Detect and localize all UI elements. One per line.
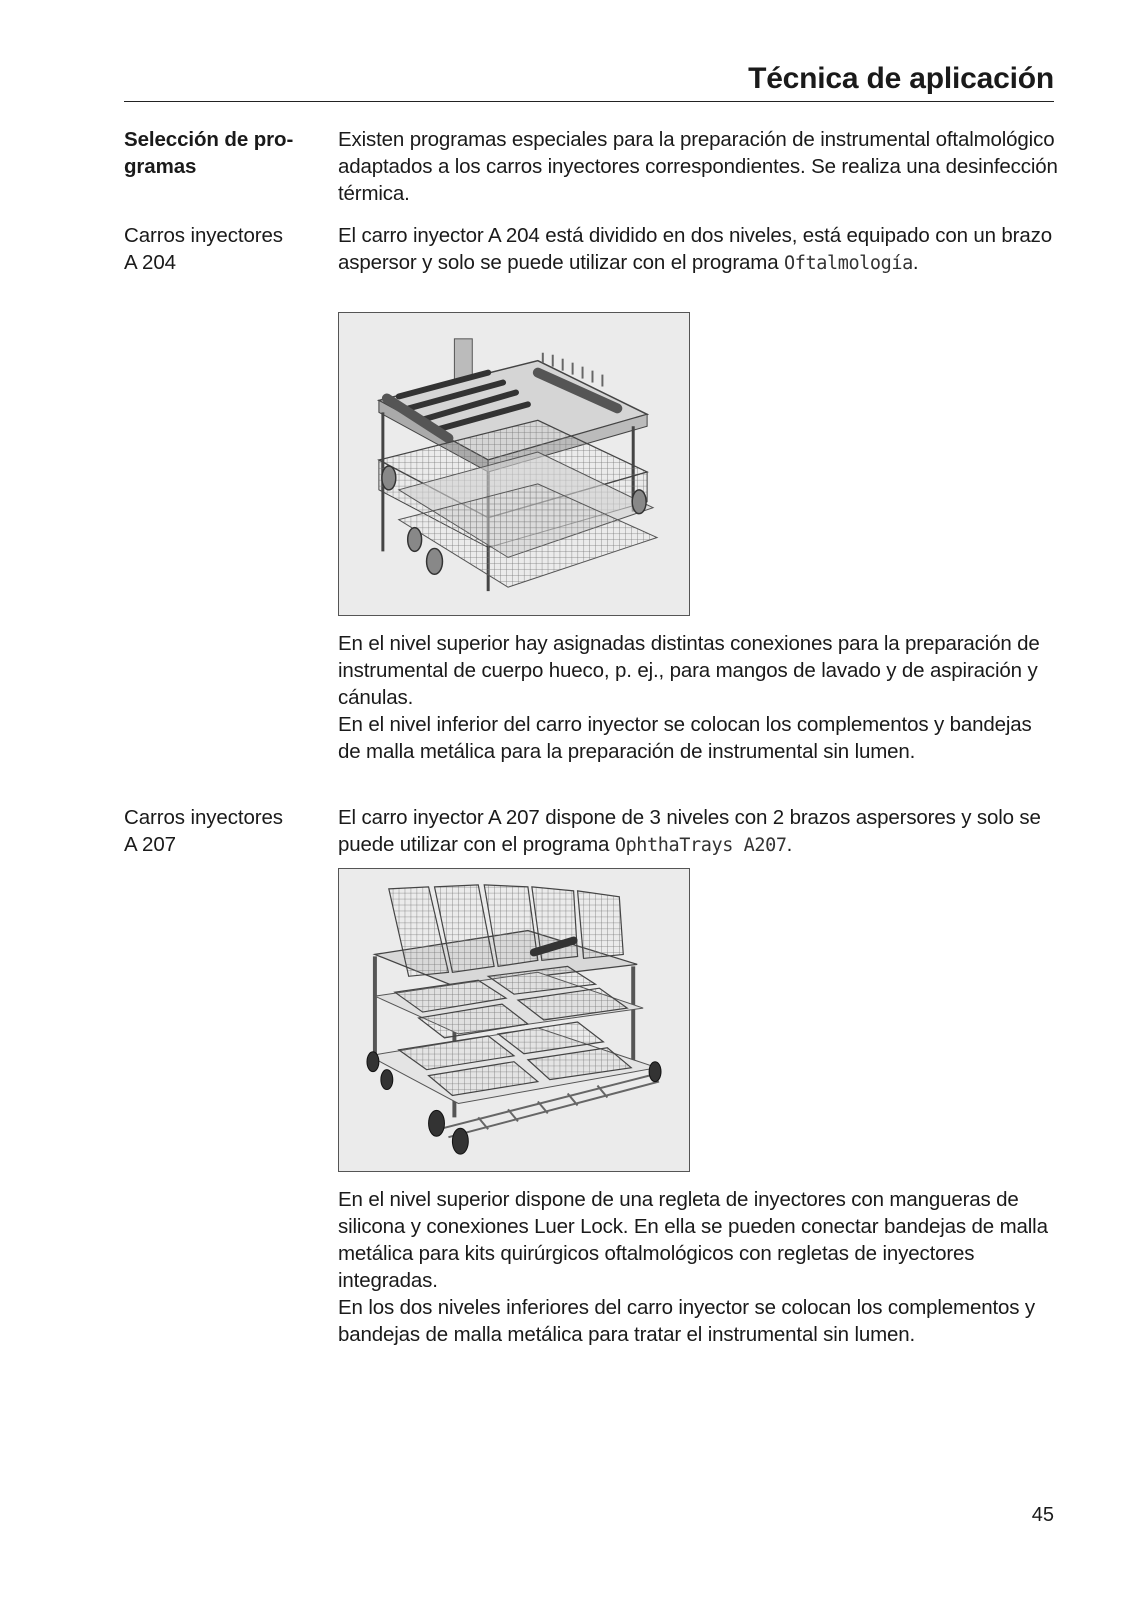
paragraph (338, 804, 1058, 859)
section-label-line: Carros inyectores (124, 806, 283, 829)
paragraph: En el nivel superior hay asignadas distintas conexiones para la preparación de instrumental de cuerpo hueco, p. ej., para mangos de lavado y de aspiración y cánulas. (338, 632, 1040, 709)
section-details-a204 (338, 630, 1058, 765)
paragraph (338, 222, 1058, 277)
paragraph: En el nivel inferior del carro inyector se colocan los complementos y bandejas de malla metálica para la preparación de instrumental sin lumen. (338, 713, 1032, 763)
page-number: 45 (1031, 1504, 1054, 1526)
cart-a204-illustration (339, 313, 689, 615)
page-header-title: Técnica de aplicación (748, 62, 1054, 95)
section-label-line: gramas (124, 155, 197, 178)
program-name: OphthaTrays A207 (614, 835, 787, 856)
paragraph: Existen programas especiales para la preparación de instrumental oftalmológico adaptados a los carros inyectores correspondientes. Se realiza una desinfección térmica. (338, 128, 1058, 205)
intro-punct: . (912, 251, 919, 274)
intro-punct: . (786, 833, 793, 856)
section-label-a204 (124, 222, 324, 276)
section-label-line: Selección de pro- (124, 128, 294, 151)
section-intro-a207 (338, 804, 1058, 859)
paragraph: En los dos niveles inferiores del carro inyector se colocan los complementos y bandejas de malla metálica para tratar el instrumental sin lumen. (338, 1296, 1036, 1346)
cart-a207-illustration (339, 869, 689, 1171)
section-label-a207 (124, 804, 324, 858)
program-name: Oftalmología (784, 253, 913, 274)
paragraph: En el nivel superior dispone de una regleta de inyectores con mangueras de silicona y conexiones Luer Lock. En ella se pueden conectar bandejas de malla metálica para kits quirúrgicos oftalmológicos con regletas de inyectores integradas. (338, 1188, 1048, 1292)
section-intro-a204 (338, 222, 1058, 277)
intro-text: El carro inyector A 207 dispone de 3 niveles con 2 brazos aspersores y solo se puede utilizar con el programa (338, 806, 1041, 856)
section-text-seleccion (338, 126, 1058, 207)
section-label-seleccion (124, 126, 324, 180)
intro-text: El carro inyector A 204 está dividido en dos niveles, está equipado con un brazo aspersor y solo se puede utilizar con el programa (338, 224, 1052, 274)
header-divider (124, 101, 1054, 102)
section-label-line: Carros inyectores (124, 224, 283, 247)
section-label-line: A 207 (124, 833, 176, 856)
section-details-a207 (338, 1186, 1058, 1348)
figure-a204-cart (338, 312, 690, 616)
section-label-line: A 204 (124, 251, 176, 274)
figure-a207-cart (338, 868, 690, 1172)
